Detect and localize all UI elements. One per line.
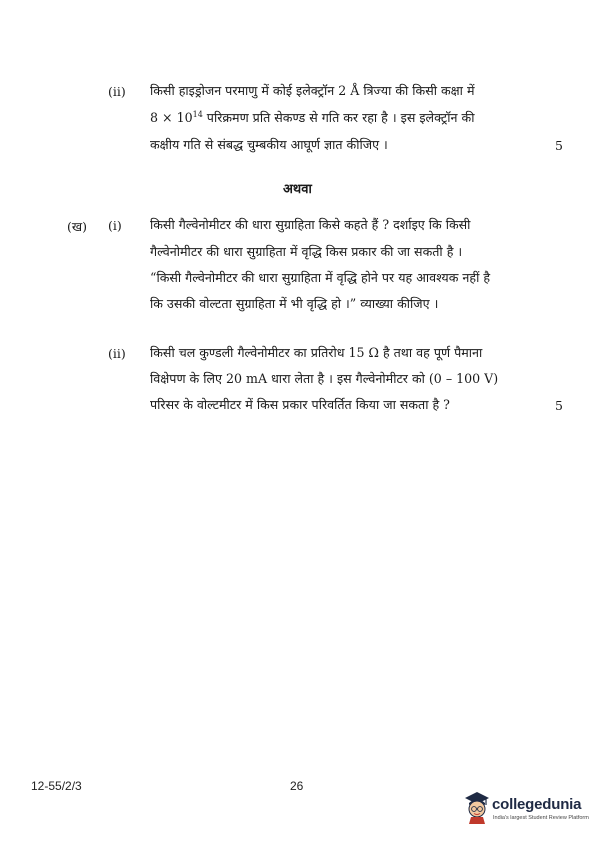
question-label-ii: (ii) [108, 84, 126, 99]
question-label-ii-kha: (ii) [108, 346, 126, 361]
question-kha-ii-line-2: विक्षेपण के लिए 20 mA धारा लेता है । इस गैल्वेनोमीटर को (0 – 100 V) [150, 371, 499, 386]
question-kha-ii-line-3: परिसर के वोल्टमीटर में किस प्रकार परिवर्तित किया जा सकता है ? [150, 397, 450, 412]
question-kha-ii-line-1: किसी चल कुण्डली गैल्वेनोमीटर का प्रतिरोध 15 Ω है तथा वह पूर्ण पैमाना [150, 345, 483, 360]
question-ii-line-2 [150, 110, 536, 126]
question-ii-line-3: कक्षीय गति से संबद्ध चुम्बकीय आघूर्ण ज्ञात कीजिए । [150, 137, 388, 152]
brand-tagline: India's largest Student Review Platform [493, 815, 589, 821]
expression-base: 8 × 10 [150, 110, 193, 125]
question-ii-line-2-text: परिक्रमण प्रति सेकण्ड से गति कर रहा है । इस इलेक्ट्रॉन की [202, 110, 475, 125]
paper-code: 12-55/2/3 [31, 779, 82, 793]
question-kha-i-line-2: गैल्वेनोमीटर की धारा सुग्राहिता में वृद्धि किस प्रकार की जा सकती है । [150, 244, 463, 259]
or-heading: अथवा [283, 182, 312, 197]
question-kha-i-line-3: “किसी गैल्वेनोमीटर की धारा सुग्राहिता में वृद्धि होने पर यह आवश्यक नहीं है [150, 270, 491, 285]
question-kha-i-line-4: कि उसकी वोल्टता सुग्राहिता में भी वृद्धि हो ।” व्याख्या कीजिए । [150, 296, 439, 311]
page-number: 26 [290, 779, 304, 793]
exponent: 14 [192, 110, 203, 119]
question-kha-i-line-1: किसी गैल्वेनोमीटर की धारा सुग्राहिता किसे कहते हैं ? दर्शाइए कि किसी [150, 217, 471, 232]
section-label-kha: (ख) [67, 219, 87, 234]
question-ii-line-1: किसी हाइड्रोजन परमाणु में कोई इलेक्ट्रॉन 2 Å त्रिज्या की किसी कक्षा में [150, 83, 475, 98]
question-label-i: (i) [108, 218, 122, 233]
marks-label: 5 [555, 138, 563, 153]
collegedunia-watermark [462, 788, 590, 828]
marks-label-kha-ii: 5 [555, 398, 563, 413]
student-mascot-icon [462, 790, 490, 824]
brand-name: collegedunia [492, 796, 582, 813]
